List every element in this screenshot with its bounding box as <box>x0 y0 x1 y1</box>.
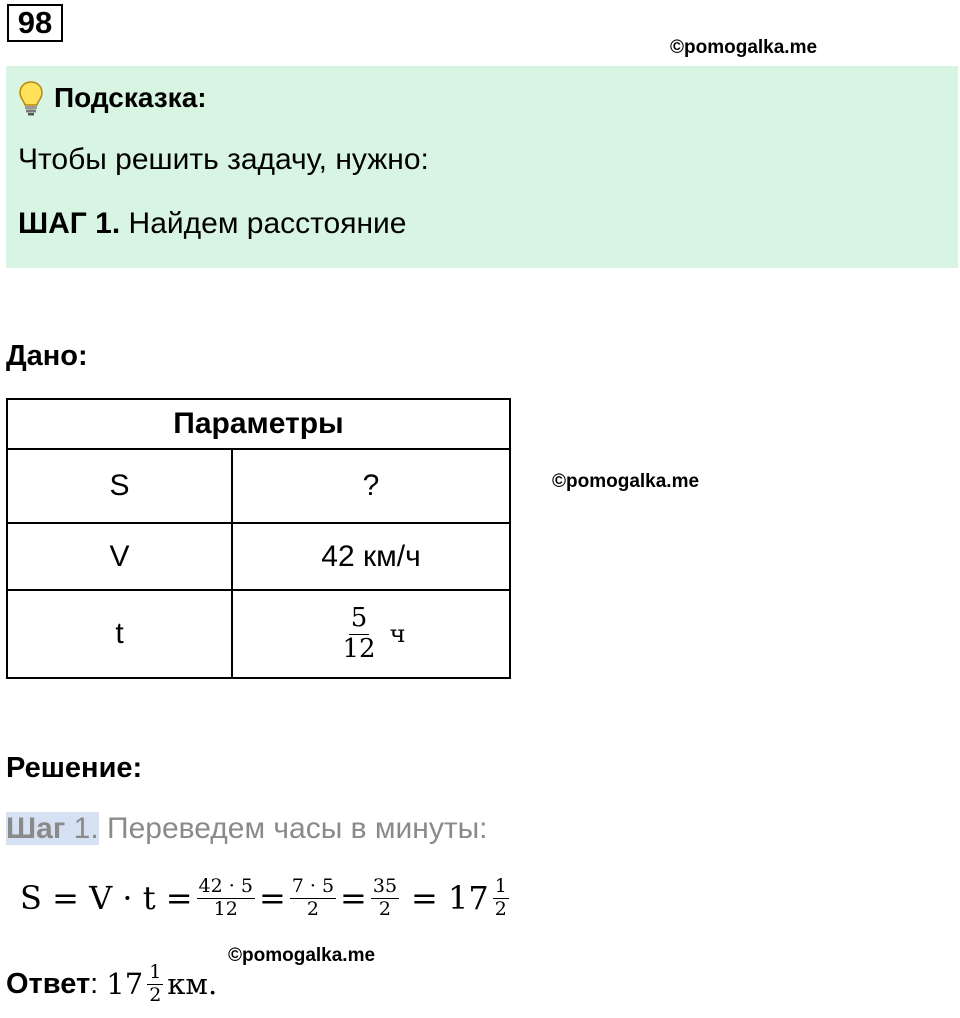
table-row <box>7 523 510 590</box>
answer-label: Ответ <box>6 967 91 1000</box>
formula-equals: = <box>258 879 286 918</box>
table-row <box>7 590 510 678</box>
step-label: Шаг <box>6 812 66 845</box>
step-text: Переведем часы в минуты: <box>98 812 488 845</box>
step-number: 1. <box>65 812 99 845</box>
solution-formula <box>20 876 513 921</box>
answer-unit: км. <box>167 967 218 1002</box>
param-name: t <box>7 590 232 678</box>
answer-whole: 17 <box>106 967 144 1002</box>
formula-equals: = <box>340 879 367 918</box>
params-table <box>6 398 511 679</box>
hint-step <box>18 207 407 241</box>
solution-heading: Решение: <box>6 752 143 784</box>
fraction-numerator: 1 <box>149 961 162 983</box>
param-name: S <box>7 449 232 523</box>
formula-fraction-2 <box>290 876 336 921</box>
hint-step-text: Найдем расстояние <box>120 207 407 240</box>
time-unit: ч <box>389 620 406 648</box>
hint-step-label: ШАГ 1. <box>18 207 121 240</box>
answer-fraction <box>147 962 163 1007</box>
fraction-numerator: 42 · 5 <box>198 875 253 897</box>
table-row <box>7 449 510 523</box>
time-fraction <box>341 604 378 665</box>
fraction-numerator: 35 <box>372 875 398 897</box>
fraction-denominator: 2 <box>494 897 507 920</box>
fraction-denominator: 12 <box>213 897 238 920</box>
formula-fraction-1 <box>197 876 255 921</box>
formula-lhs: S = V · t = <box>20 879 193 918</box>
answer-colon: : <box>90 967 107 1000</box>
watermark: ©pomogalka.me <box>228 945 376 966</box>
fraction-denominator: 2 <box>149 983 162 1006</box>
solution-step <box>6 812 488 846</box>
fraction-numerator: 1 <box>494 875 507 897</box>
watermark: ©pomogalka.me <box>552 471 700 492</box>
hint-title <box>18 80 207 116</box>
task-number: 98 <box>7 4 63 42</box>
param-value: 42 км/ч <box>232 523 510 590</box>
fraction-denominator: 2 <box>378 897 391 920</box>
table-header: Параметры <box>7 399 510 449</box>
param-value <box>232 590 510 678</box>
param-name: V <box>7 523 232 590</box>
fraction-denominator: 2 <box>306 897 319 920</box>
watermark: ©pomogalka.me <box>670 37 818 58</box>
lightbulb-icon <box>18 80 44 116</box>
param-value: ? <box>232 449 510 523</box>
given-heading: Дано: <box>6 340 88 372</box>
fraction-numerator: 5 <box>350 602 368 633</box>
formula-result-fraction <box>493 876 509 921</box>
hint-intro: Чтобы решить задачу, нужно: <box>18 143 429 176</box>
formula-fraction-3 <box>371 876 399 921</box>
fraction-numerator: 7 · 5 <box>291 875 335 897</box>
formula-result-whole: = 17 <box>411 879 489 918</box>
answer <box>6 962 217 1007</box>
hint-title-text: Подсказка: <box>54 82 207 113</box>
fraction-denominator: 12 <box>342 633 376 664</box>
